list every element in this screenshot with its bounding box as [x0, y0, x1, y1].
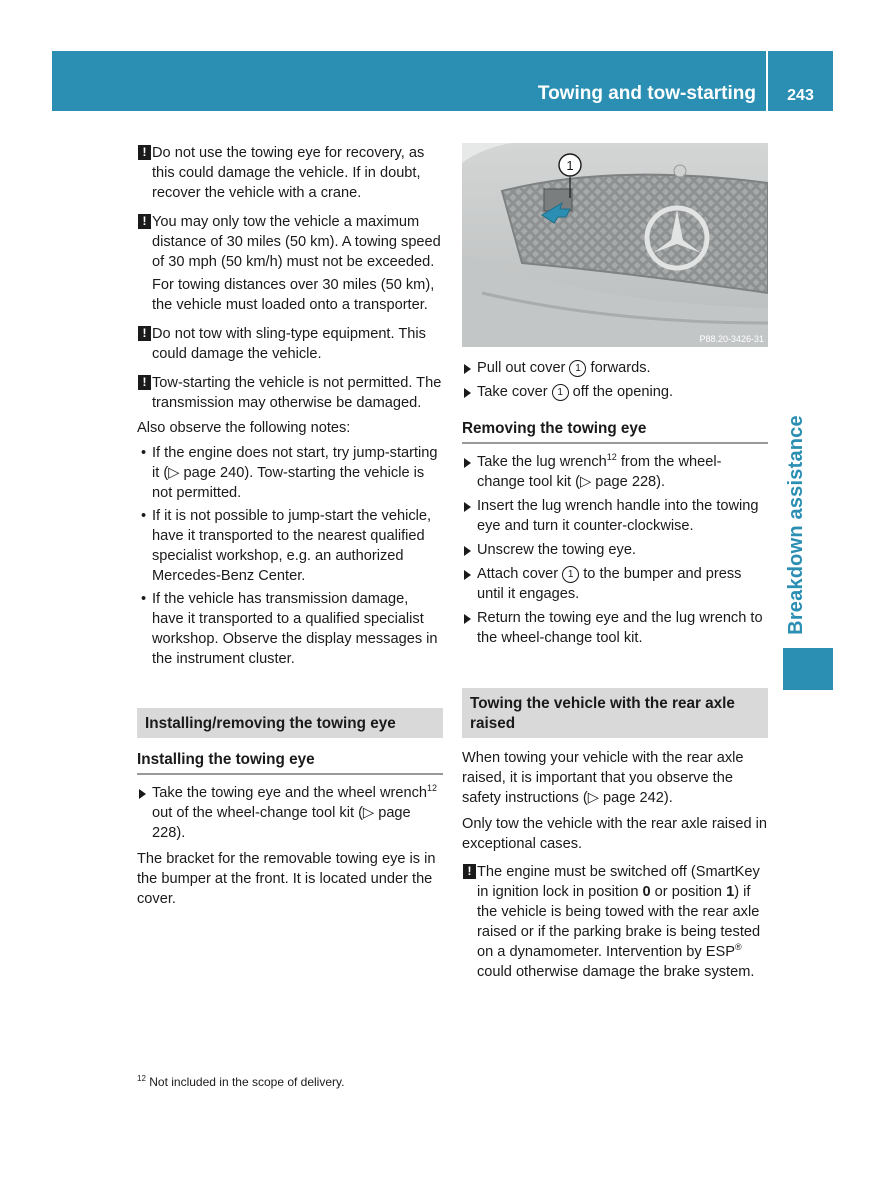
warning-icon: !: [138, 375, 151, 390]
figure-code: P88.20-3426-31: [699, 334, 764, 344]
instruction-step: Insert the lug wrench handle into the towing eye and turn it counter-clockwise.: [462, 496, 768, 536]
callout-number: 1: [552, 384, 569, 401]
step-arrow-icon: [464, 388, 471, 398]
warning-text: Do not tow with sling-type equipment. This could damage the vehicle.: [152, 326, 426, 362]
list-item-text: If the engine does not start, try jump-starting it (▷ page 240). Tow-starting the vehicle is not permitted.: [152, 445, 438, 501]
step-arrow-icon: [464, 614, 471, 624]
section-heading: Installing/removing the towing eye: [137, 708, 443, 738]
page-number: 243: [787, 87, 814, 104]
warning-icon: !: [463, 864, 476, 879]
callout-number: 1: [569, 360, 586, 377]
subsection-heading: Removing the towing eye: [462, 419, 768, 444]
right-column: [462, 143, 768, 991]
warning-block: [137, 212, 443, 315]
instruction-step: Take cover 1 off the opening.: [462, 382, 768, 402]
warning-block: [137, 373, 443, 413]
side-tab-label-wrap: [780, 410, 812, 640]
left-column: [137, 143, 443, 915]
step-arrow-icon: [464, 570, 471, 580]
warning-block: [462, 862, 768, 982]
warning-block: [137, 143, 443, 203]
list-item-text: If the vehicle has transmission damage, have it transported to a qualified specialist workshop. Observe the display messages in the instrument cluster.: [152, 591, 438, 667]
warning-text: The engine must be switched off (SmartKey in ignition lock in position 0 or position 1) if the vehicle is being towed with the rear axle raised or if the parking brake is being tested on a dynamometer. Intervention by ESP® could otherwise damage the brake system.: [477, 864, 761, 980]
step-arrow-icon: [139, 789, 146, 799]
instruction-step: Return the towing eye and the lug wrench to the wheel-change tool kit.: [462, 608, 768, 648]
warning-text: Do not use the towing eye for recovery, as this could damage the vehicle. If in doubt, recover the vehicle with a crane.: [152, 145, 425, 201]
callout-number: 1: [562, 566, 579, 583]
body-paragraph: When towing your vehicle with the rear axle raised, it is important that you observe the safety instructions (▷ page 242).: [462, 750, 744, 806]
step-arrow-icon: [464, 458, 471, 468]
list-item: • If it is not possible to jump-start the vehicle, have it transported to the nearest qualified specialist workshop, e.g. an authorized Mercedes-Benz Center.: [141, 508, 432, 584]
step-arrow-icon: [464, 502, 471, 512]
list-item: • If the vehicle has transmission damage, have it transported to a qualified specialist workshop. Observe the display messages in the instrument cluster.: [141, 591, 438, 667]
towing-eye-cover-figure: [462, 143, 768, 347]
instruction-step: Take the lug wrench$^{12}$ from the wheel-change tool kit (▷ page 228).: [462, 452, 768, 492]
warning-icon: !: [138, 214, 151, 229]
warning-block: [137, 324, 443, 364]
warning-icon: !: [138, 326, 151, 341]
section-heading: Towing the vehicle with the rear axle raised: [462, 688, 768, 738]
notes-intro: Also observe the following notes:: [137, 420, 351, 436]
list-item: • If the engine does not start, try jump-starting it (▷ page 240). Tow-starting the vehicle is not permitted.: [141, 445, 438, 501]
step-arrow-icon: [464, 364, 471, 374]
warning-text: For towing distances over 30 miles (50 km), the vehicle must loaded onto a transporter.: [152, 277, 435, 313]
subsection-heading: Installing the towing eye: [137, 750, 443, 775]
warning-text: You may only tow the vehicle a maximum distance of 30 miles (50 km). A towing speed of 30 mph (50 km/h) must not be exceeded.: [152, 214, 441, 270]
instruction-step: Pull out cover 1 forwards.: [462, 358, 768, 378]
instruction-step: Take the towing eye and the wheel wrench$^{12}$ out of the wheel-change tool kit (▷ page 228).: [137, 783, 443, 843]
figure-callout-1: 1: [566, 158, 574, 173]
car-front-illustration: [462, 143, 768, 347]
warning-text: Tow-starting the vehicle is not permitted. The transmission may otherwise be damaged.: [152, 375, 442, 411]
body-paragraph: The bracket for the removable towing eye is in the bumper at the front. It is located under the cover.: [137, 851, 436, 907]
side-tab-label: Breakdown assistance: [785, 415, 807, 635]
side-tab-marker: [783, 648, 833, 690]
footnote: $^{12}$ Not included in the scope of delivery.: [137, 1074, 345, 1089]
page-title: Towing and tow-starting: [537, 83, 756, 104]
instruction-step: Unscrew the towing eye.: [462, 540, 768, 560]
step-arrow-icon: [464, 546, 471, 556]
instruction-step: Attach cover 1 to the bumper and press until it engages.: [462, 564, 768, 604]
list-item-text: If it is not possible to jump-start the vehicle, have it transported to the nearest qualified specialist workshop, e.g. an authorized Mercedes-Benz Center.: [152, 508, 432, 584]
warning-icon: !: [138, 145, 151, 160]
body-paragraph: Only tow the vehicle with the rear axle raised in exceptional cases.: [462, 816, 767, 852]
